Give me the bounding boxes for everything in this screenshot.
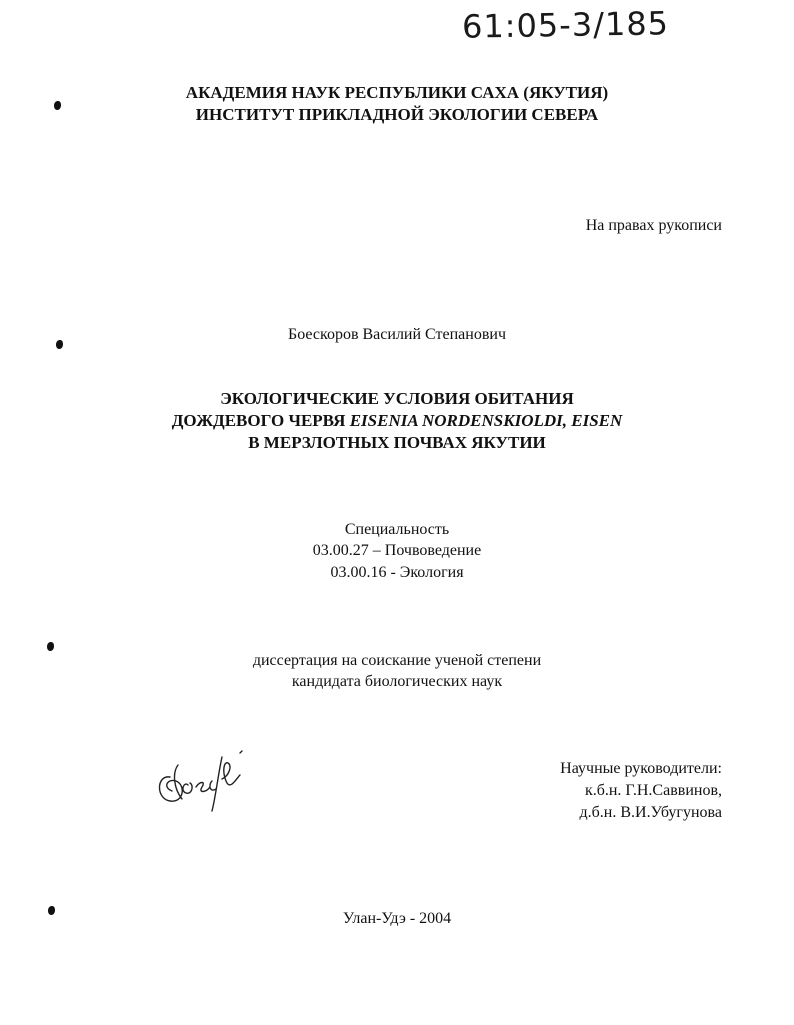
org-line-2: ИНСТИТУТ ПРИКЛАДНОЙ ЭКОЛОГИИ СЕВЕРА	[195, 105, 599, 124]
org-line-1: АКАДЕМИЯ НАУК РЕСПУБЛИКИ САХА (ЯКУТИЯ)	[185, 83, 609, 102]
specialty-item: 03.00.16 - Экология	[330, 564, 464, 581]
author-name: Боескоров Василий Степанович	[288, 326, 506, 343]
species-name: EISENIA NORDENSKIOLDI, EISEN	[349, 411, 623, 430]
degree-line-2: кандидата биологических наук	[291, 673, 503, 690]
title-line-2	[0, 410, 794, 432]
supervisor-name: д.б.н. В.И.Убугунова	[579, 804, 722, 821]
title-line-1: ЭКОЛОГИЧЕСКИЕ УСЛОВИЯ ОБИТАНИЯ	[220, 389, 574, 408]
place-year: Улан-Удэ - 2004	[342, 910, 452, 927]
supervisor-name: к.б.н. Г.Н.Саввинов,	[584, 782, 722, 799]
specialty-item: 03.00.27 – Почвоведение	[312, 542, 482, 559]
specialty-label: Специальность	[344, 521, 450, 538]
title-line-3: В МЕРЗЛОТНЫХ ПОЧВАХ ЯКУТИИ	[248, 433, 546, 452]
title-line-2-prefix: ДОЖДЕВОГО ЧЕРВЯ	[171, 411, 350, 430]
degree-line-1: диссертация на соискание ученой степени	[252, 652, 542, 669]
supervisors-label: Научные руководители:	[560, 760, 722, 777]
author-signature	[150, 735, 260, 815]
manuscript-note: На правах рукописи	[585, 217, 722, 234]
catalog-number: 61:05-3/185	[461, 4, 670, 46]
